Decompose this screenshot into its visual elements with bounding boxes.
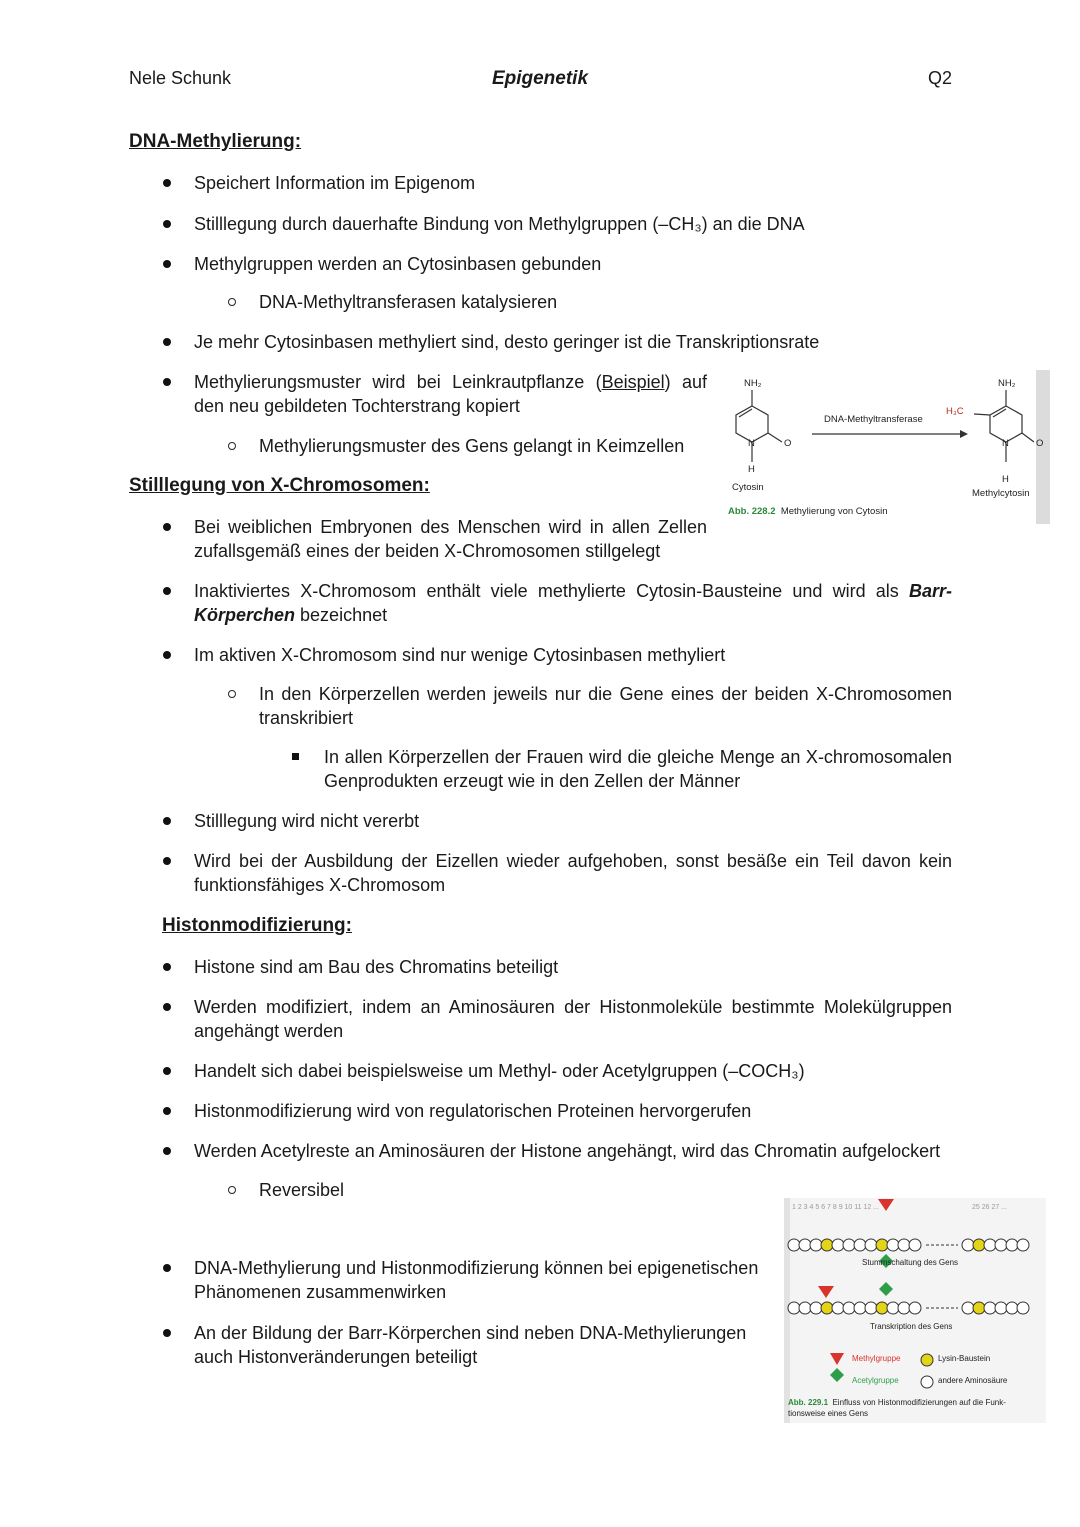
h-label-right: H [1002,474,1009,485]
bullet [163,1067,171,1075]
legend-methyl-marker [830,1353,844,1365]
bullet [163,1003,171,1011]
legend-other-marker [921,1376,933,1388]
amino-acid-row-transcribed [788,1302,1029,1314]
enzyme-label: DNA-Methyltransferase [824,414,923,425]
list-item: Werden Acetylreste an Aminosäuren der Histone angehängt, wird das Chromatin aufgelockert [194,1141,941,1161]
bullet [163,963,171,971]
text-run: ) auf den neu gebildeten Tochterstrang kopiert [194,372,707,416]
page-title: Epigenetik [491,68,589,89]
amino-acid-bead [973,1302,985,1314]
figure-cytosin-methylation [722,370,1050,525]
text-run: bezeichnet [295,605,388,625]
amino-acid-bead [810,1239,822,1251]
amino-acid-row-silenced [788,1239,1029,1251]
author-name: Nele Schunk [129,68,232,88]
amino-acid-bead [788,1239,800,1251]
caption-text: Einfluss von Histonmodifizierungen auf die Funk-tionsweise eines Gens [788,1398,1006,1418]
row2-label: Transkription des Gens [870,1322,953,1331]
h3c-label: H₃C [946,406,964,417]
figure-caption [728,506,887,517]
legend-other-label: andere Aminosäure [938,1376,1008,1385]
legend-lysin-label: Lysin-Baustein [938,1354,991,1363]
list-item: DNA-Methylierung und Histonmodifizierung können bei epigenetischen Phänomenen zusammenwirken [194,1258,759,1302]
figure-caption [788,1397,1038,1419]
o-label-left: O [784,438,792,449]
bullet [163,220,171,228]
nh2-label-left: NH₂ [744,378,762,389]
amino-acid-bead [1006,1302,1018,1314]
list-item [194,579,952,627]
amino-acid-bead [984,1302,996,1314]
amino-acid-bead [984,1239,996,1251]
figure-histone-modification [784,1198,1046,1423]
sub-bullet [228,298,236,306]
bullet [163,1329,171,1337]
amino-acid-bead [843,1302,855,1314]
bullet [163,378,171,386]
position-numbers-right: 25 26 27 ... [972,1204,1008,1211]
bullet [163,523,171,531]
bullet [163,1107,171,1115]
list-item: Histonmodifizierung wird von regulatorischen Proteinen hervorgerufen [194,1101,752,1121]
cytosin-label: Cytosin [732,482,764,493]
heading-histonmodifizierung: Histonmodifizierung: [162,915,352,936]
list-item: Im aktiven X-Chromosom sind nur wenige Cytosinbasen methyliert [194,645,726,665]
legend-methyl-label: Methylgruppe [852,1354,901,1363]
amino-acid-bead [876,1239,888,1251]
o-label-right: O [1036,438,1044,449]
list-item [194,370,707,418]
amino-acid-bead [909,1239,921,1251]
amino-acid-bead [1006,1239,1018,1251]
sub-bullet [228,690,236,698]
amino-acid-bead [854,1239,866,1251]
amino-acid-bead [898,1302,910,1314]
acetyl-marker [879,1282,893,1296]
list-item: Wird bei der Ausbildung der Eizellen wieder aufgehoben, sonst besäße ein Teil davon kein funktionsfähiges X-Chromosom [194,851,952,895]
amino-acid-bead [898,1239,910,1251]
bullet [163,179,171,187]
caption-number: Abb. 229.1 [788,1398,829,1407]
list-item: An der Bildung der Barr-Körperchen sind neben DNA-Methylierungen auch Histonveränderungen beteiligt [194,1323,747,1367]
bullet [163,1264,171,1272]
amino-acid-bead [799,1302,811,1314]
amino-acid-bead [1017,1302,1029,1314]
heading-dna-methylierung: DNA-Methylierung: [129,131,302,152]
amino-acid-bead [832,1302,844,1314]
text-run: Inaktiviertes X-Chromosom enthält viele methylierte Cytosin-Bausteine und wird als [194,581,909,601]
amino-acid-bead [962,1302,974,1314]
amino-acid-bead [865,1302,877,1314]
legend-acetyl-label: Acetylgruppe [852,1376,899,1385]
heading-x-chromosomen: Stilllegung von X-Chromosomen: [129,475,430,496]
list-item: Stilllegung wird nicht vererbt [194,811,420,831]
list-item: Stilllegung durch dauerhafte Bindung von Methylgruppen (–CH₃) an die DNA [194,214,805,234]
amino-acid-bead [876,1302,888,1314]
amino-acid-bead [865,1239,877,1251]
amino-acid-bead [1017,1239,1029,1251]
bullet [163,651,171,659]
list-item: Speichert Information im Epigenom [194,173,476,193]
amino-acid-bead [832,1239,844,1251]
list-item: Je mehr Cytosinbasen methyliert sind, desto geringer ist die Transkriptionsrate [194,332,820,352]
sub-list-item: Reversibel [259,1180,345,1200]
bullet [163,338,171,346]
amino-acid-bead [854,1302,866,1314]
h-label-left: H [748,464,755,475]
n-label-left: N [748,438,755,449]
bullet [163,857,171,865]
sub-bullet [228,442,236,450]
amino-acid-bead [810,1302,822,1314]
methylation-diagram [722,370,1050,525]
caption-text: Methylierung von Cytosin [780,506,888,517]
amino-acid-bead [962,1239,974,1251]
n-label-right: N [1002,438,1009,449]
amino-acid-bead [799,1239,811,1251]
caption-number: Abb. 228.2 [728,506,776,517]
amino-acid-bead [821,1302,833,1314]
amino-acid-bead [995,1302,1007,1314]
bullet [163,260,171,268]
sub-list-item: DNA-Methyltransferasen katalysieren [259,292,558,312]
list-item: Werden modifiziert, indem an Aminosäuren der Histonmoleküle bestimmte Molekülgruppen angehängt werden [194,997,952,1041]
amino-acid-bead [788,1302,800,1314]
list-item: Methylgruppen werden an Cytosinbasen gebunden [194,254,602,274]
methyl-marker [818,1286,834,1298]
sub-list-item: In den Körperzellen werden jeweils nur die Gene eines der beiden X-Chromosomen transkribiert [259,684,952,728]
row1-label: Stummschaltung des Gens [862,1258,959,1267]
subsub-list-item: In allen Körperzellen der Frauen wird die gleiche Menge an X-chromosomalen Genprodukten erzeugt wie in den Zellen der Männer [324,747,952,791]
sub-bullet [228,1186,236,1194]
methyl-marker [878,1199,894,1211]
amino-acid-bead [973,1239,985,1251]
list-item: Handelt sich dabei beispielsweise um Methyl- oder Acetylgruppen (–COCH₃) [194,1061,805,1081]
amino-acid-bead [843,1239,855,1251]
list-item: Histone sind am Bau des Chromatins beteiligt [194,957,559,977]
barr-term: Barr-Körperchen [194,581,952,625]
amino-acid-bead [909,1302,921,1314]
list-item: Bei weiblichen Embryonen des Menschen wird in allen Zellen zufallsgemäß eines der beiden X-Chromosomen stillgelegt [194,517,707,561]
amino-acid-bead [821,1239,833,1251]
example-link[interactable]: Beispiel [601,372,665,392]
subsub-bullet [292,753,299,760]
course-label: Q2 [928,68,953,88]
legend-acetyl-marker [830,1368,844,1382]
text-run: Methylierungsmuster wird bei Leinkrautpflanze ( [194,372,602,392]
bullet [163,817,171,825]
amino-acid-bead [887,1302,899,1314]
methylcytosin-label: Methylcytosin [972,488,1030,499]
bullet [163,1147,171,1155]
histone-diagram [784,1198,1046,1423]
amino-acid-bead [995,1239,1007,1251]
legend-lysin-marker [921,1354,933,1366]
bullet [163,587,171,595]
nh2-label-right: NH₂ [998,378,1016,389]
position-numbers-left: 1 2 3 4 5 6 7 8 9 10 11 12 ... [792,1204,880,1211]
amino-acid-bead [887,1239,899,1251]
sub-list-item: Methylierungsmuster des Gens gelangt in Keimzellen [259,436,685,456]
